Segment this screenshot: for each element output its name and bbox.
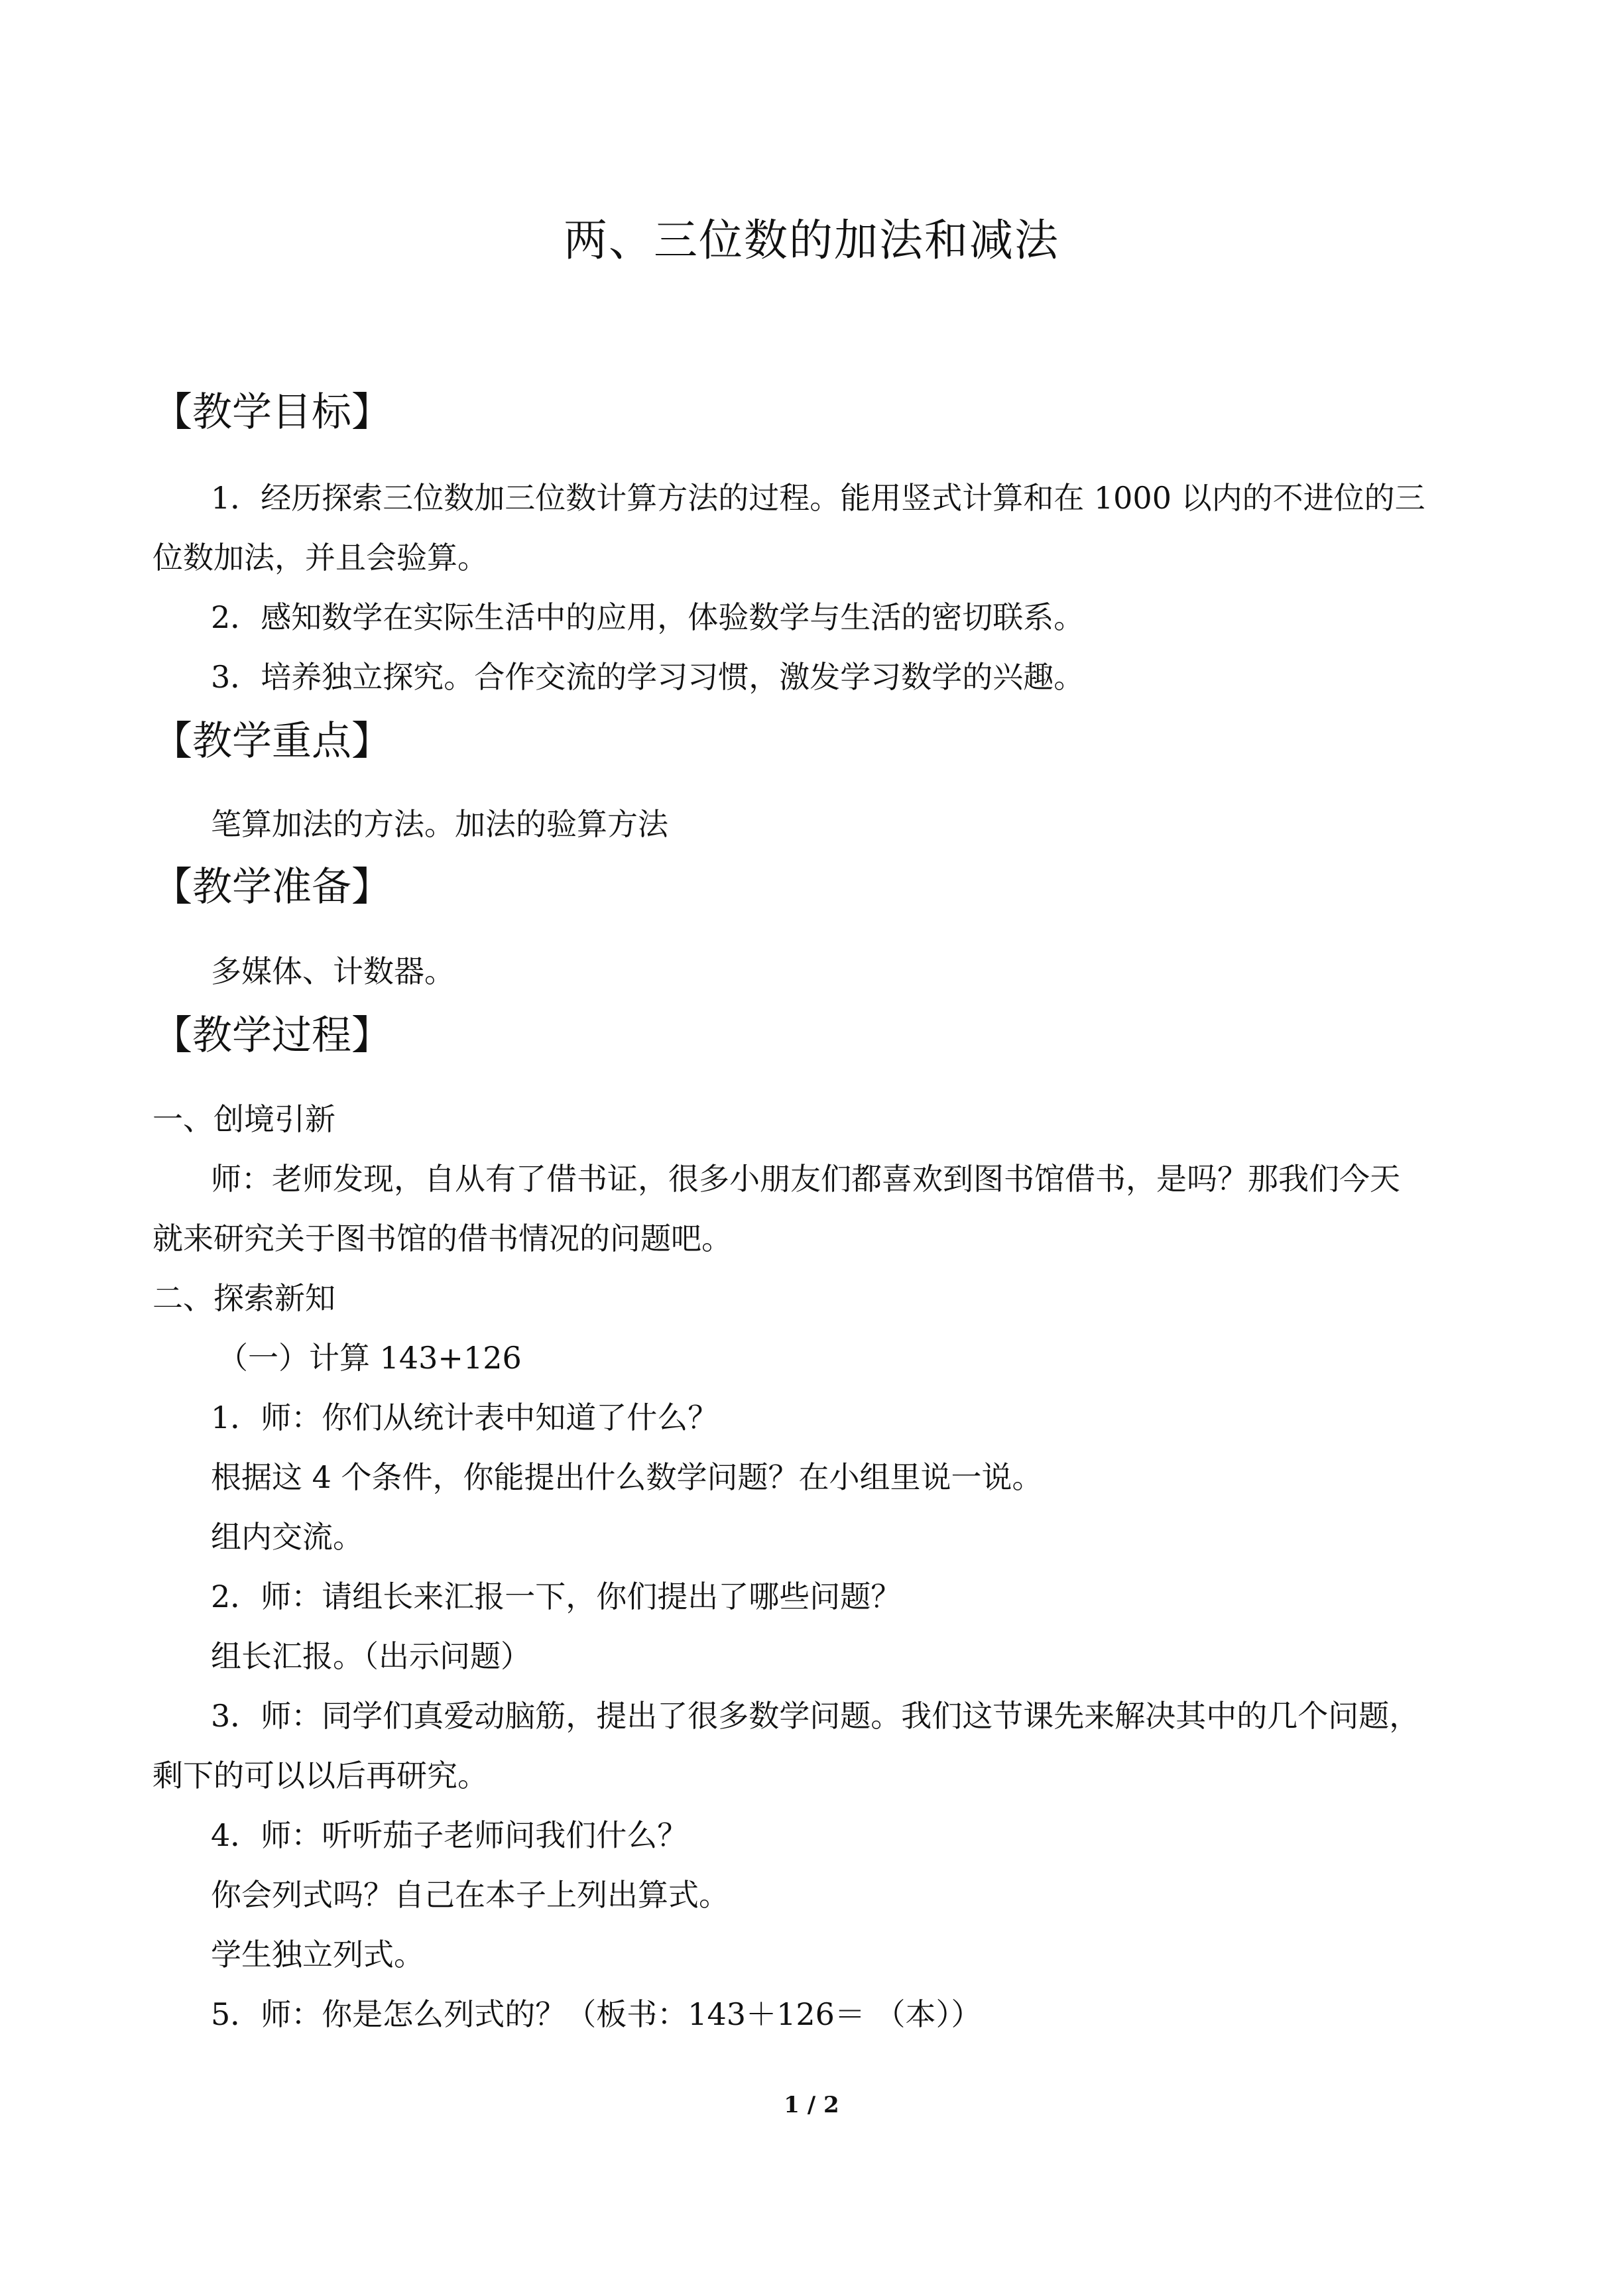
section-heading-preparation: 【教学准备】 <box>152 864 391 910</box>
process-step-2: 2．师：请组长来汇报一下，你们提出了哪些问题？ <box>211 1579 902 1614</box>
process-part-2-title: 二、探索新知 <box>152 1280 335 1316</box>
page-number: 1 / 2 <box>784 2092 839 2118</box>
section-heading-key-points: 【教学重点】 <box>152 718 391 764</box>
process-step-4b: 你会列式吗？自己在本子上列出算式。 <box>211 1877 729 1913</box>
preparation-text: 多媒体、计数器。 <box>211 953 455 989</box>
process-part-1-title: 一、创境引新 <box>152 1101 335 1137</box>
section-heading-objectives: 【教学目标】 <box>152 389 391 436</box>
process-step-4: 4．师：听听茄子老师问我们什么？ <box>211 1817 688 1853</box>
objective-item-3: 3．培养独立探究。合作交流的学习习惯，激发学习数学的兴趣。 <box>211 659 1085 695</box>
key-points-text: 笔算加法的方法。加法的验算方法 <box>211 806 668 842</box>
process-step-3-line-2: 剩下的可以以后再研究。 <box>152 1758 488 1793</box>
process-part-1-line-2: 就来研究关于图书馆的借书情况的问题吧。 <box>152 1221 732 1256</box>
process-sub-1-title: （一）计算 143+126 <box>217 1340 522 1376</box>
process-step-3-line-1: 3．师：同学们真爱动脑筋，提出了很多数学问题。我们这节课先来解决其中的几个问题， <box>211 1698 1420 1734</box>
process-step-5: 5．师：你是怎么列式的？（板书：143＋126＝ （本）） <box>211 1996 982 2032</box>
process-step-2b: 组长汇报。（出示问题） <box>211 1638 531 1674</box>
process-part-1-line-1: 师：老师发现，自从有了借书证，很多小朋友们都喜欢到图书馆借书，是吗？那我们今天 <box>211 1161 1400 1197</box>
page-title: 两、三位数的加法和减法 <box>564 215 1059 266</box>
process-step-1b: 根据这 4 个条件，你能提出什么数学问题？在小组里说一说。 <box>211 1459 1043 1495</box>
objective-item-1-line-1: 1．经历探索三位数加三位数计算方法的过程。能用竖式计算和在 1000 以内的不进位的三 <box>211 480 1425 516</box>
process-step-4c: 学生独立列式。 <box>211 1937 424 1972</box>
process-step-1c: 组内交流。 <box>211 1519 363 1555</box>
process-step-1: 1．师：你们从统计表中知道了什么？ <box>211 1400 719 1435</box>
objective-item-1-line-2: 位数加法，并且会验算。 <box>152 540 488 575</box>
section-heading-process: 【教学过程】 <box>152 1012 391 1059</box>
objective-item-2: 2．感知数学在实际生活中的应用，体验数学与生活的密切联系。 <box>211 599 1085 635</box>
